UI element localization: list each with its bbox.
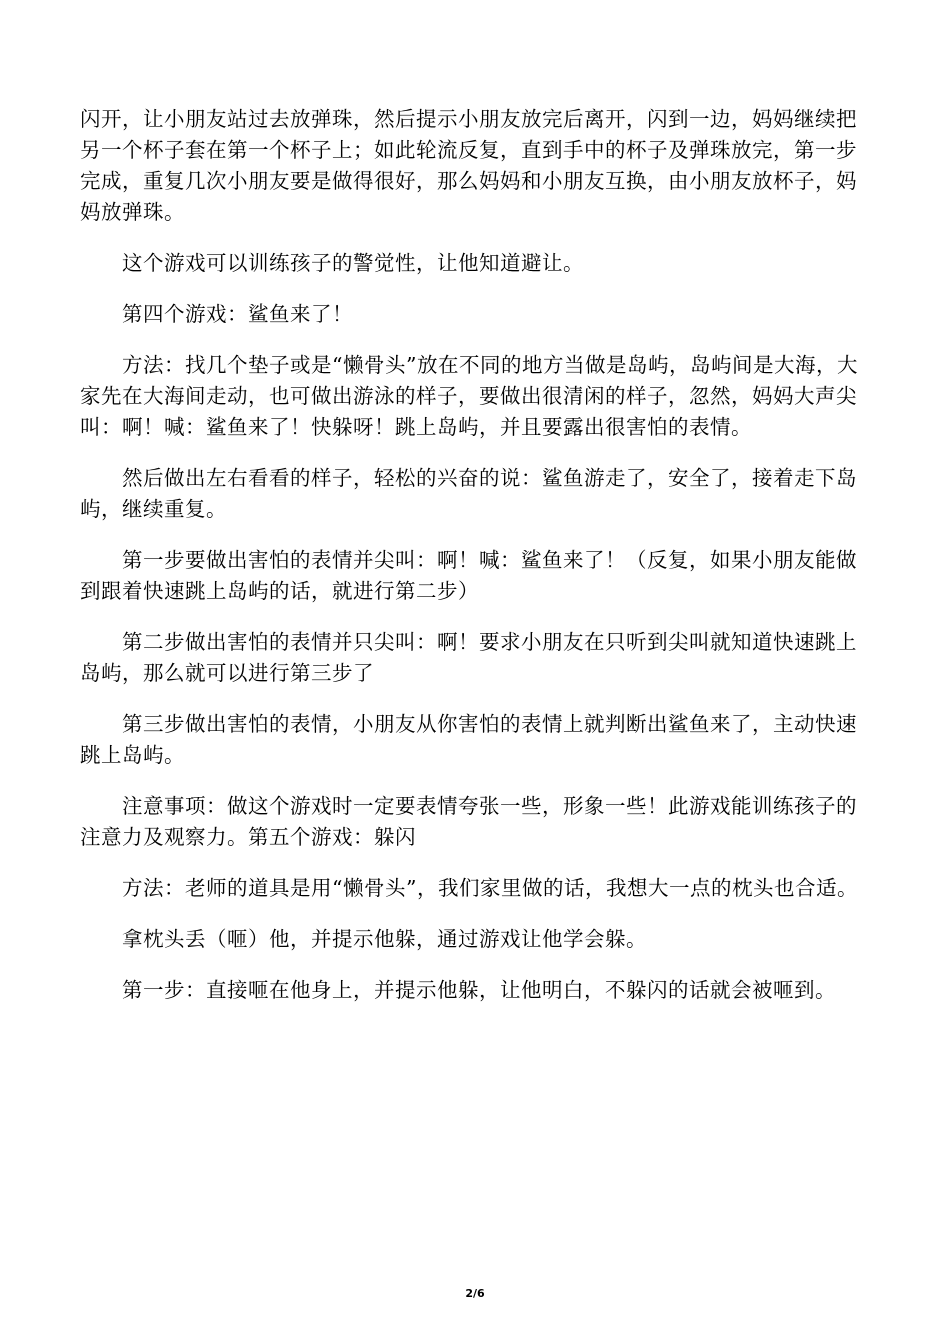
paragraph: 方法：老师的道具是用“懒骨头”，我们家里做的话，我想大一点的枕头也合适。 <box>122 876 858 900</box>
paragraph: 第二步做出害怕的表情并只尖叫：啊！要求小朋友在只听到尖叫就知道快速跳上岛屿，那么就可以进行第三步了 <box>80 630 857 685</box>
section-heading: 第四个游戏：鲨鱼来了！ <box>122 302 353 326</box>
paragraph: 第一步要做出害怕的表情并尖叫：啊！喊：鲨鱼来了！（反复，如果小朋友能做到跟着快速跳上岛屿的话，就进行第二步） <box>80 548 857 603</box>
paragraph: 第一步：直接咂在他身上，并提示他躲，让他明白，不躲闪的话就会被咂到。 <box>122 978 836 1002</box>
document-body <box>80 104 870 1026</box>
paragraph: 闪开，让小朋友站过去放弹珠，然后提示小朋友放完后离开，闪到一边，妈妈继续把另一个杯子套在第一个杯子上；如此轮流反复，直到手中的杯子及弹珠放完，第一步完成，重复几次小朋友要是做得很好，那么妈妈和小朋友互换，由小朋友放杯子，妈妈放弹珠。 <box>80 107 857 224</box>
paragraph: 拿枕头丢（咂）他，并提示他躲，通过游戏让他学会躲。 <box>122 927 647 951</box>
page-number: 2/6 <box>465 1287 485 1300</box>
paragraph: 注意事项：做这个游戏时一定要表情夸张一些，形象一些！此游戏能训练孩子的注意力及观察力。第五个游戏：躲闪 <box>80 794 857 849</box>
paragraph: 第三步做出害怕的表情，小朋友从你害怕的表情上就判断出鲨鱼来了，主动快速跳上岛屿。 <box>80 712 857 767</box>
paragraph: 方法：找几个垫子或是“懒骨头”放在不同的地方当做是岛屿，岛屿间是大海，大家先在大海间走动，也可做出游泳的样子，要做出很清闲的样子，忽然，妈妈大声尖叫：啊！喊：鲨鱼来了！快躲呀！跳上岛屿，并且要露出很害怕的表情。 <box>80 353 858 439</box>
paragraph: 然后做出左右看看的样子，轻松的兴奋的说：鲨鱼游走了，安全了，接着走下岛屿，继续重复。 <box>80 466 857 521</box>
paragraph: 这个游戏可以训练孩子的警觉性，让他知道避让。 <box>122 251 584 275</box>
